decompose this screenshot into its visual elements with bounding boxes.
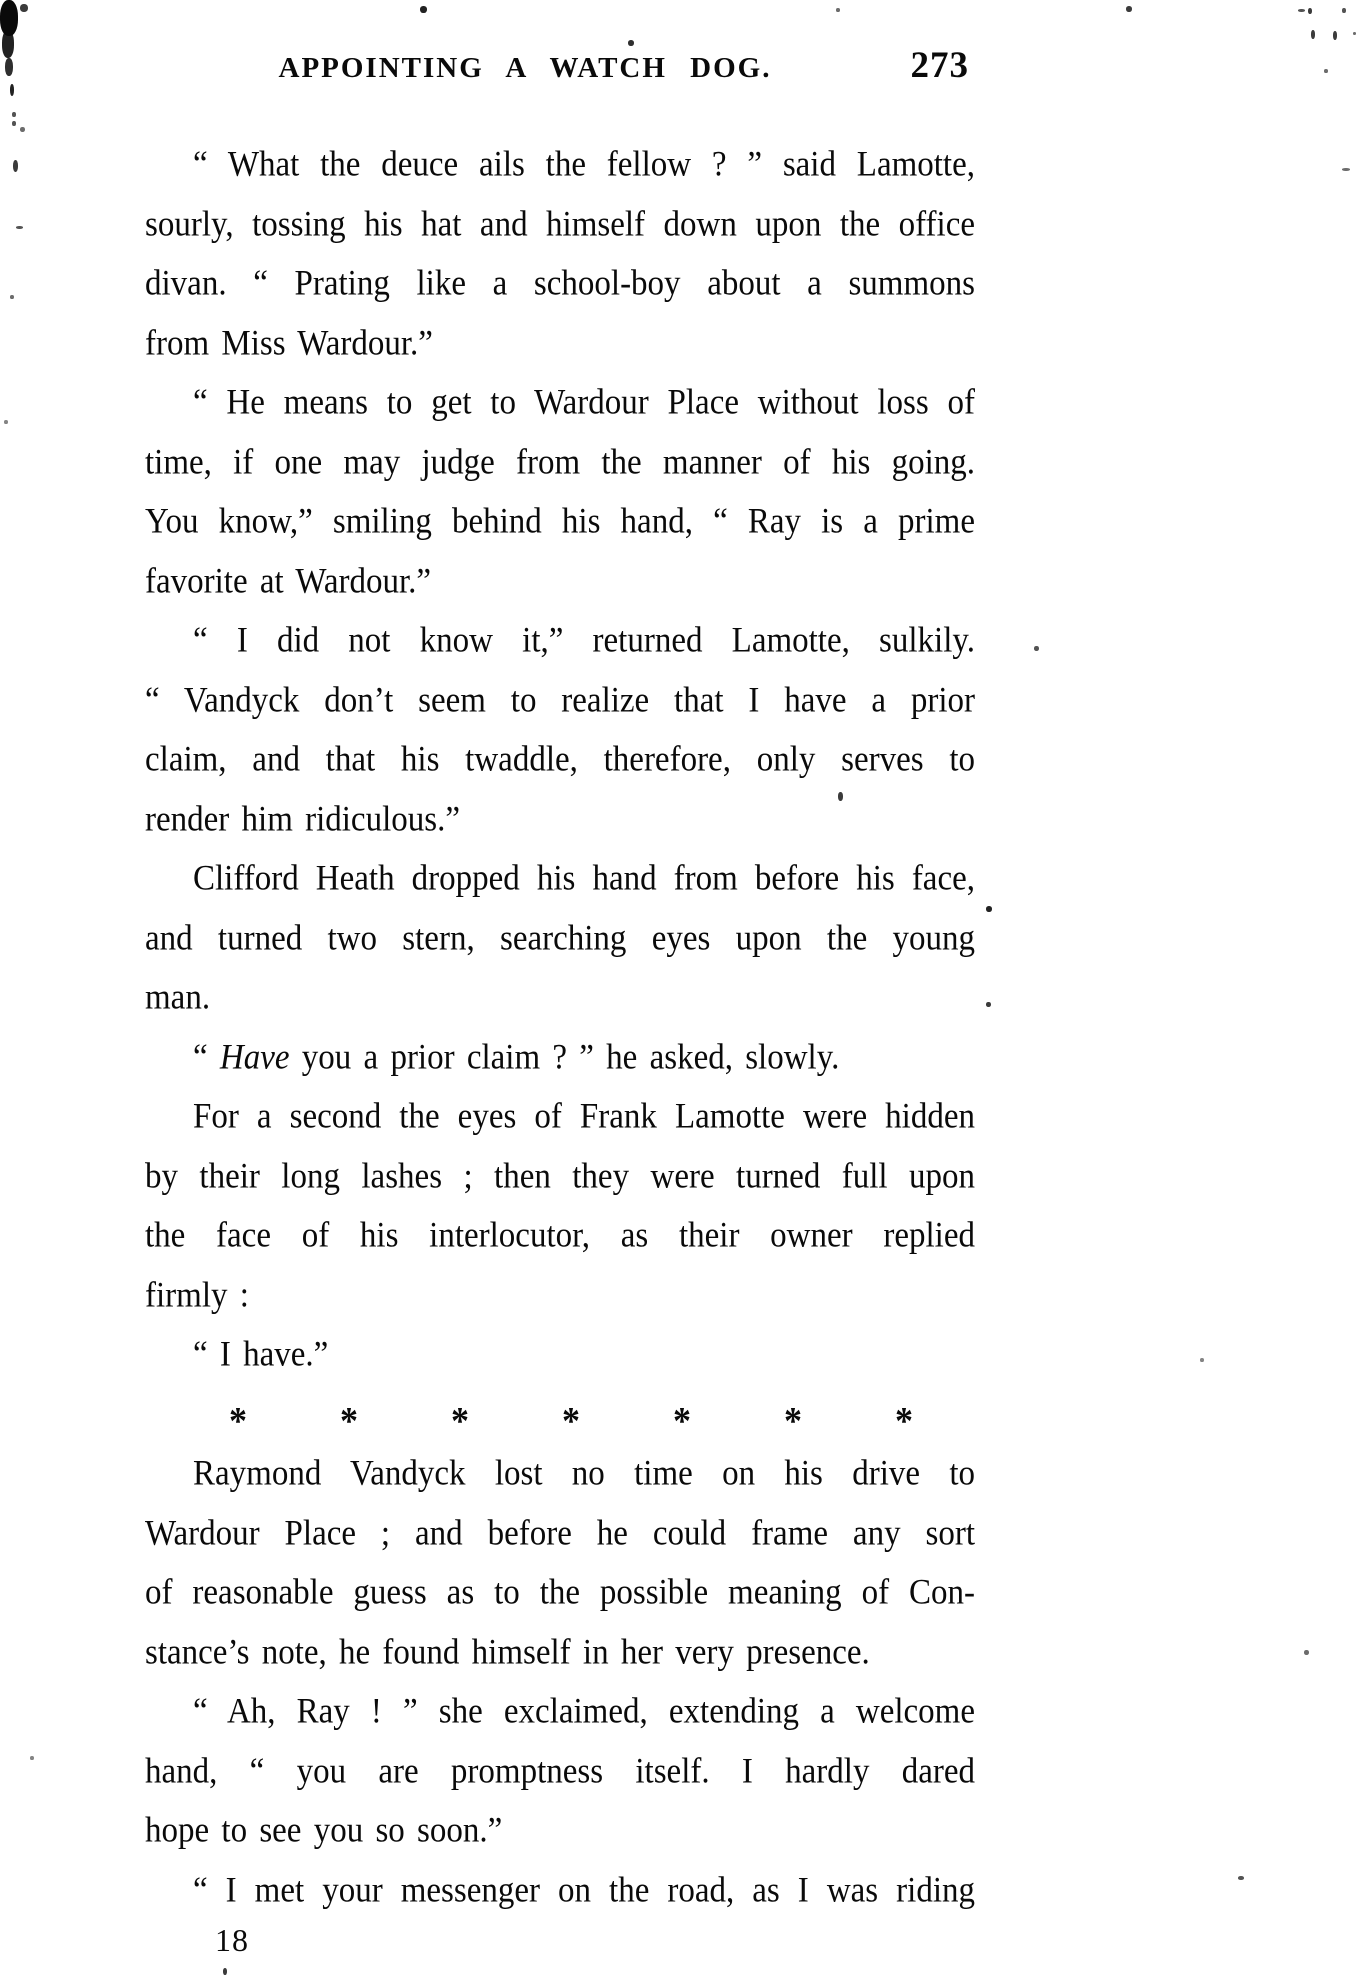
text-line: claim, and that his twaddle, therefore, only serves to xyxy=(145,740,975,780)
text-line: For a second the eyes of Frank Lamotte were hidden xyxy=(193,1097,975,1137)
text-line: “ I did not know it,” returned Lamotte, sulkily. xyxy=(193,621,975,661)
scan-artifact xyxy=(1308,8,1312,14)
asterisk: * xyxy=(784,1398,802,1442)
text-line: Raymond Vandyck lost no time on his drive to xyxy=(193,1454,975,1494)
text-line: Clifford Heath dropped his hand from before his face, xyxy=(193,859,975,899)
text-line: “ Ah, Ray ! ” she exclaimed, extending a welcome xyxy=(193,1692,975,1732)
text-line: firmly : xyxy=(145,1276,249,1315)
scan-artifact xyxy=(30,1756,34,1760)
text-line: hand, “ you are promptness itself. I hardly dared xyxy=(145,1752,975,1791)
scan-artifact xyxy=(16,226,23,229)
asterisk: * xyxy=(562,1398,580,1442)
scan-artifact xyxy=(986,1002,991,1007)
text-line: favorite at Wardour.” xyxy=(145,562,432,601)
scan-artifact xyxy=(1342,168,1350,171)
scan-artifact xyxy=(1304,1650,1309,1655)
scan-artifact xyxy=(1311,30,1315,39)
text-line: stance’s note, he found himself in her very presence. xyxy=(145,1633,870,1672)
text-line: sourly, tossing his hat and himself down upon the office xyxy=(145,205,975,244)
scan-artifact xyxy=(10,84,14,96)
asterisk: * xyxy=(451,1398,469,1442)
text-line: the face of his interlocutor, as their owner replied xyxy=(145,1216,975,1256)
scan-artifact xyxy=(12,121,16,126)
scan-artifact xyxy=(1126,6,1132,12)
scan-artifact xyxy=(20,127,25,132)
signature-mark: 18 xyxy=(215,1922,249,1958)
scan-artifact xyxy=(10,295,14,299)
scan-artifact xyxy=(1238,1876,1244,1880)
scan-artifact xyxy=(1298,9,1305,12)
scan-artifact xyxy=(13,160,18,172)
text-line: of reasonable guess as to the possible meaning of Con- xyxy=(145,1573,975,1613)
asterisk: * xyxy=(229,1398,247,1442)
text-line: hope to see you so soon.” xyxy=(145,1811,503,1851)
scan-artifact xyxy=(628,40,634,46)
text-line: “ What the deuce ails the fellow ? ” said Lamotte, xyxy=(193,145,975,185)
scan-artifact xyxy=(223,1968,227,1975)
text-line: divan. “ Prating like a school-boy about a summons xyxy=(145,264,975,304)
scan-artifact xyxy=(1034,646,1039,651)
text-line: “ Have you a prior claim ? ” he asked, slowly. xyxy=(193,1038,840,1077)
scan-artifact xyxy=(20,4,28,12)
text-line: “ I have.” xyxy=(193,1335,329,1375)
text-line: You know,” smiling behind his hand, “ Ray is a prime xyxy=(145,502,975,542)
asterisk: * xyxy=(673,1398,691,1442)
text-line: man. xyxy=(145,978,211,1018)
scan-artifact xyxy=(1333,31,1337,40)
scan-artifact xyxy=(2,30,14,58)
asterisk-break xyxy=(145,1383,975,1447)
text-line: by their long lashes ; then they were turned full upon xyxy=(145,1157,975,1196)
scan-artifact xyxy=(5,58,13,76)
page-header xyxy=(145,44,975,92)
asterisk: * xyxy=(895,1398,913,1442)
scan-artifact xyxy=(838,792,843,801)
text-line: from Miss Wardour.” xyxy=(145,324,433,363)
text-line: “ He means to get to Wardour Place without loss of xyxy=(193,383,975,423)
text-line: time, if one may judge from the manner of his going. xyxy=(145,443,975,482)
scan-artifact xyxy=(4,420,8,424)
scan-artifact xyxy=(12,112,16,117)
scan-artifact xyxy=(1200,1358,1204,1362)
text-block xyxy=(145,136,975,1921)
running-title: APPOINTING A WATCH DOG. xyxy=(278,52,772,84)
text-line: “ I met your messenger on the road, as I was riding xyxy=(193,1871,975,1910)
scan-artifact xyxy=(1324,69,1328,73)
asterisk: * xyxy=(340,1398,358,1442)
text-line: “ Vandyck don’t seem to realize that I have a prior xyxy=(145,681,975,720)
text-line: render him ridiculous.” xyxy=(145,800,460,839)
scan-artifact xyxy=(986,906,992,912)
scan-artifact xyxy=(1342,8,1346,13)
scan-artifact xyxy=(836,8,840,12)
text-line: and turned two stern, searching eyes upon the young xyxy=(145,919,975,958)
scan-artifact xyxy=(1353,32,1356,35)
text-line: Wardour Place ; and before he could frame any sort xyxy=(145,1514,975,1553)
scan-artifact xyxy=(420,6,427,13)
page-number: 273 xyxy=(910,45,969,86)
